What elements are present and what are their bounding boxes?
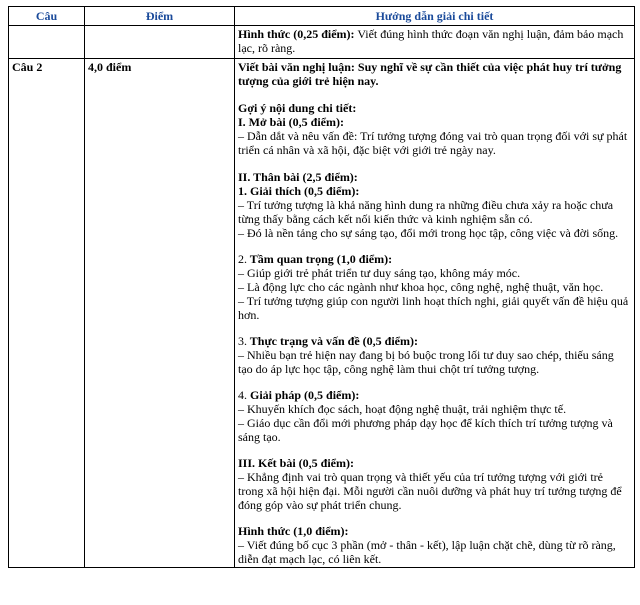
- points-cell: 4,0 điểm: [85, 59, 235, 568]
- solution-heading: [238, 388, 631, 402]
- row1-form-label: Hình thức (0,25 điểm):: [238, 27, 355, 41]
- importance-line: – Giúp giới trẻ phát triển tư duy sáng tạo, không máy móc.: [238, 266, 521, 280]
- status-line: – Nhiều bạn trẻ hiện nay đang bị bó buộc trong lối tư duy sao chép, thiếu sáng tạo do áp lực học tập, công nghệ làm thui chột trí tưởng tượng.: [238, 348, 614, 376]
- spacer: [238, 240, 631, 252]
- header-points: Điểm: [85, 7, 235, 26]
- row1-points-cell: [85, 26, 235, 59]
- row1-guide-cell: [235, 26, 635, 59]
- solution-line: – Khuyến khích đọc sách, hoạt động nghệ thuật, trải nghiệm thực tế.: [238, 402, 567, 416]
- solution-title: Giải pháp (0,5 điểm):: [247, 388, 360, 402]
- question-cell: Câu 2: [9, 59, 85, 568]
- form-line: – Viết đúng bố cục 3 phần (mở - thân - kết), lập luận chặt chẽ, dùng từ rõ ràng, diễn đạt mạch lạc, có liên kết.: [238, 538, 616, 566]
- importance-heading: [238, 252, 631, 266]
- conclusion-line: – Khẳng định vai trò quan trọng và thiết yếu của trí tưởng tượng với giới trẻ trong xã hội hiện đại. Mỗi người cần nuôi dưỡng và phát huy trí tưởng tượng để đóng góp vào sự phát triển chung.: [238, 470, 622, 512]
- row-question-2: [9, 59, 635, 568]
- importance-line: – Trí tưởng tượng giúp con người linh hoạt thích nghi, giải quyết vấn đề hiệu quả hơn.: [238, 294, 629, 322]
- conclusion-heading: III. Kết bài (0,5 điểm):: [238, 456, 354, 470]
- solution-number: 4.: [238, 388, 247, 402]
- guide-cell: [235, 59, 635, 568]
- spacer: [238, 376, 631, 388]
- essay-title: Viết bài văn nghị luận: Suy nghĩ về sự cần thiết của việc phát huy trí tưởng tượng của giới trẻ hiện nay.: [238, 60, 622, 88]
- intro-line: – Dẫn dắt và nêu vấn đề: Trí tưởng tượng đóng vai trò quan trọng đối với sự phát triển cá nhân và xã hội, đặc biệt với giới trẻ ngày nay.: [238, 129, 628, 157]
- grading-table: [8, 6, 635, 568]
- intro-heading: I. Mở bài (0,5 điểm):: [238, 115, 344, 129]
- suggest-heading: Gợi ý nội dung chi tiết:: [238, 101, 357, 115]
- explain-heading: 1. Giải thích (0,5 điểm):: [238, 184, 360, 198]
- spacer: [238, 88, 631, 101]
- spacer: [238, 444, 631, 456]
- body-heading: II. Thân bài (2,5 điểm):: [238, 170, 358, 184]
- explain-line: – Trí tưởng tượng là khả năng hình dung ra những điều chưa xảy ra hoặc chưa từng thấy bằng cách kết nối kiến thức và kinh nghiệm sẵn có.: [238, 198, 614, 226]
- row1-question-cell: [9, 26, 85, 59]
- spacer: [238, 157, 631, 170]
- row1-form-text: Viết đúng hình thức đoạn văn nghị luận, đảm bảo mạch lạc, rõ ràng.: [238, 27, 624, 55]
- status-heading: [238, 334, 631, 348]
- status-title: Thực trạng và vấn đề (0,5 điểm):: [247, 334, 418, 348]
- solution-line: – Giáo dục cần đổi mới phương pháp dạy học để kích thích trí tưởng tượng và sáng tạo.: [238, 416, 613, 444]
- status-number: 3.: [238, 334, 247, 348]
- explain-line: – Đó là nền tảng cho sự sáng tạo, đổi mới trong học tập, công việc và đời sống.: [238, 226, 619, 240]
- importance-line: – Là động lực cho các ngành như khoa học, công nghệ, nghệ thuật, văn học.: [238, 280, 604, 294]
- importance-title: Tầm quan trọng (1,0 điểm):: [247, 252, 393, 266]
- importance-number: 2.: [238, 252, 247, 266]
- form-heading: Hình thức (1,0 điểm):: [238, 524, 349, 538]
- header-guide: Hướng dẫn giải chi tiết: [235, 7, 635, 26]
- row-form-part1: [9, 26, 635, 59]
- header-row: [9, 7, 635, 26]
- spacer: [238, 512, 631, 524]
- spacer: [238, 322, 631, 334]
- header-question: Câu: [9, 7, 85, 26]
